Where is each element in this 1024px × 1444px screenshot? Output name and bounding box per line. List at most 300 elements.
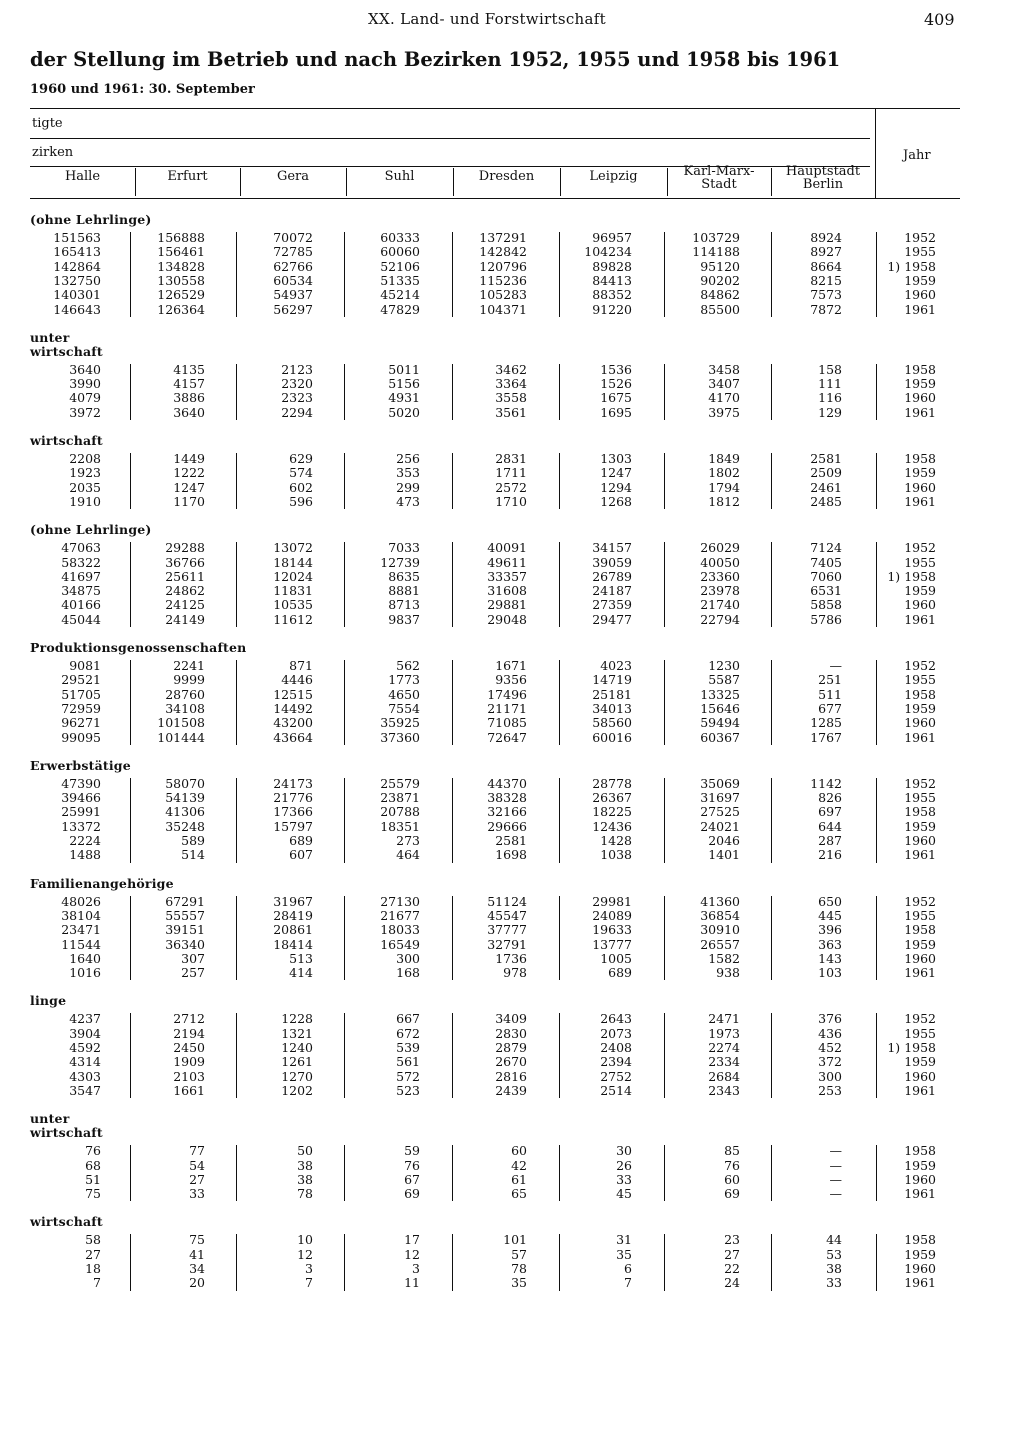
group-bar (876, 896, 877, 981)
table-cell: 2572 (495, 479, 527, 495)
table-cell: 89828 (592, 258, 632, 274)
table-cell: 34875 (61, 583, 101, 599)
table-cell: 78 (511, 1261, 527, 1276)
group-bar (452, 1013, 453, 1098)
table-cell: 978 (503, 965, 527, 981)
year-cell (880, 952, 936, 966)
year-cell (880, 702, 936, 716)
table-cell: 72647 (487, 729, 527, 745)
table-row (0, 659, 1024, 673)
table-cell: 61 (511, 1171, 527, 1187)
table-row (0, 274, 1024, 288)
group-bar (236, 364, 237, 420)
column-header: Dresden (478, 169, 535, 184)
group-bar (876, 660, 877, 745)
table-cell: 67291 (165, 893, 205, 909)
table-cell: 37777 (487, 922, 527, 938)
group-bar (664, 232, 665, 317)
group-bar (876, 1145, 877, 1201)
table-cell: 62766 (273, 258, 313, 274)
table-cell: 115236 (479, 272, 527, 288)
group-bar (559, 1234, 560, 1290)
year-cell (880, 1233, 936, 1247)
year-value: 1955 (904, 790, 936, 806)
table-cell: 29477 (592, 611, 632, 627)
table-cell: 2581 (810, 451, 842, 466)
table-cell: 1228 (281, 1011, 313, 1027)
year-cell (880, 716, 936, 730)
table-cell: 29881 (487, 597, 527, 613)
table-row (0, 495, 1024, 509)
year-value: 1959 (904, 272, 936, 288)
table-cell: 464 (396, 847, 420, 863)
table-cell: 1736 (495, 950, 527, 966)
table-cell: 24862 (165, 583, 205, 599)
table-cell: 300 (396, 950, 420, 966)
table-cell: 29048 (487, 611, 527, 627)
table-cell: 51705 (61, 686, 101, 702)
table-cell: 156461 (157, 244, 205, 260)
section-label-line: Produktionsgenossenschaften (30, 640, 247, 655)
year-cell (880, 1276, 936, 1290)
table-cell: 41 (189, 1246, 205, 1262)
table-cell: 3975 (708, 404, 740, 420)
table-cell: 3561 (495, 404, 527, 420)
table-cell: 38104 (61, 907, 101, 923)
table-cell: 672 (396, 1025, 420, 1041)
table-cell: 1794 (708, 479, 740, 495)
year-cell (880, 1144, 936, 1158)
column-header: Karl-Marx- Stadt (683, 164, 755, 192)
table-row (0, 481, 1024, 495)
table-cell: 1812 (708, 493, 740, 509)
table-cell: 667 (396, 1011, 420, 1027)
table-cell: 59494 (700, 715, 740, 731)
section-label (30, 523, 152, 537)
table-cell: 25611 (165, 568, 205, 584)
table-cell: 23978 (700, 583, 740, 599)
year-cell (880, 834, 936, 848)
table-cell: 41360 (700, 893, 740, 909)
group-bar (236, 1013, 237, 1098)
header-rule-1 (30, 138, 870, 139)
table-cell: 2394 (600, 1054, 632, 1070)
table-cell: 2046 (708, 833, 740, 848)
table-cell: 54937 (273, 287, 313, 303)
table-cell: 31967 (273, 893, 313, 909)
section-label-line: (ohne Lehrlinge) (30, 522, 152, 538)
table-cell: 36854 (700, 907, 740, 923)
table-row (0, 406, 1024, 420)
table-cell: 3 (412, 1261, 420, 1276)
year-value: 1958 (904, 804, 936, 820)
header-rule-top (30, 108, 960, 109)
table-cell: 24089 (592, 907, 632, 923)
table-cell: 1270 (281, 1068, 313, 1084)
year-cell (880, 391, 936, 405)
table-cell: 2274 (708, 1040, 740, 1055)
table-cell: 26557 (700, 936, 740, 952)
table-cell: 353 (396, 465, 420, 481)
table-cell: 2752 (600, 1068, 632, 1084)
table-cell: 29666 (487, 818, 527, 834)
table-cell: 104234 (584, 244, 632, 260)
table-row (0, 923, 1024, 937)
table-cell: 1449 (173, 451, 205, 466)
table-cell: 4446 (281, 672, 313, 688)
header-row-2: zirken (32, 145, 74, 160)
section-label-line: Familienangehörige (30, 875, 174, 891)
table-cell: 5858 (810, 597, 842, 613)
group-bar (236, 1234, 237, 1290)
table-cell: 55557 (165, 907, 205, 923)
table-cell: 1261 (281, 1054, 313, 1070)
group-bar (452, 453, 453, 509)
group-bar (771, 1234, 772, 1290)
section-label (30, 877, 174, 891)
page-number: 409 (924, 10, 955, 29)
table-cell: 12 (404, 1246, 420, 1262)
table-cell: 3547 (69, 1082, 101, 1098)
table-cell: 4650 (388, 686, 420, 702)
table-cell: 2712 (173, 1011, 205, 1027)
section-label-line: wirtschaft (30, 1125, 103, 1141)
table-cell: 574 (289, 465, 313, 481)
table-cell: 34013 (592, 700, 632, 716)
table-cell: 3407 (708, 376, 740, 392)
table-cell: 130558 (157, 272, 205, 288)
year-cell (880, 1262, 936, 1276)
table-cell: 7872 (810, 301, 842, 317)
table-cell: 363 (818, 936, 842, 952)
table-cell: 602 (289, 479, 313, 495)
year-value: 1952 (904, 775, 936, 791)
year-cell (880, 406, 936, 420)
table-cell: 51124 (487, 893, 527, 909)
table-cell: 40091 (487, 540, 527, 556)
table-cell: 1170 (173, 493, 205, 509)
table-cell: 54 (189, 1157, 205, 1173)
group-bar (130, 542, 131, 627)
table-row (0, 1012, 1024, 1026)
table-cell: 826 (818, 790, 842, 806)
table-cell: 1671 (495, 658, 527, 673)
table-cell: 75 (189, 1232, 205, 1248)
year-cell (880, 1173, 936, 1187)
year-cell (880, 481, 936, 495)
table-cell: 101 (503, 1232, 527, 1248)
table-cell: 18144 (273, 554, 313, 570)
year-cell (880, 805, 936, 819)
group-bar (344, 778, 345, 863)
table-cell: 677 (818, 700, 842, 716)
table-cell: 4079 (69, 390, 101, 406)
table-cell: 18 (85, 1261, 101, 1276)
year-value: 1958 (904, 1143, 936, 1159)
table-cell: 69 (724, 1186, 740, 1202)
year-value: 1955 (904, 554, 936, 570)
table-cell: 1005 (600, 950, 632, 966)
table-cell: 697 (818, 804, 842, 820)
table-cell: 511 (818, 686, 842, 702)
group-bar (236, 542, 237, 627)
table-cell: 1016 (69, 965, 101, 981)
table-cell: 96271 (61, 715, 101, 731)
table-row (0, 805, 1024, 819)
table-cell: 257 (181, 965, 205, 981)
table-cell: 13777 (592, 936, 632, 952)
group-bar (452, 364, 453, 420)
table-cell: 561 (396, 1054, 420, 1070)
table-cell: 45214 (380, 287, 420, 303)
group-bar (559, 364, 560, 420)
year-cell (880, 1159, 936, 1173)
column-header: Gera (276, 169, 310, 184)
footnote-marker: 1) (887, 258, 901, 274)
table-cell: 56297 (273, 301, 313, 317)
table-row (0, 952, 1024, 966)
table-cell: 99095 (61, 729, 101, 745)
year-cell (880, 495, 936, 509)
group-bar (130, 660, 131, 745)
group-bar (876, 453, 877, 509)
column-header: Hauptstadt Berlin (785, 164, 861, 192)
table-cell: 84413 (592, 272, 632, 288)
table-cell: 47063 (61, 540, 101, 556)
table-cell: 1773 (388, 672, 420, 688)
table-cell: 4135 (173, 361, 205, 377)
table-cell: 68 (85, 1157, 101, 1173)
table-cell: 114188 (692, 244, 740, 260)
year-value: 1959 (904, 376, 936, 392)
table-row (0, 1159, 1024, 1173)
table-cell: 60016 (592, 729, 632, 745)
group-bar (876, 1013, 877, 1098)
table-cell: 4023 (600, 658, 632, 673)
section-label-line: wirtschaft (30, 1214, 103, 1230)
group-bar (344, 1013, 345, 1098)
table-cell: 5156 (388, 376, 420, 392)
table-cell: 7060 (810, 568, 842, 584)
table-cell: 7 (305, 1275, 313, 1291)
year-value: 1960 (904, 597, 936, 613)
year-cell (880, 688, 936, 702)
table-row (0, 1262, 1024, 1276)
table-cell: 3904 (69, 1025, 101, 1041)
table-cell: 49611 (487, 554, 527, 570)
table-cell: 23 (724, 1232, 740, 1248)
table-cell: 158 (818, 361, 842, 377)
table-cell: 1294 (600, 479, 632, 495)
year-cell (880, 848, 936, 862)
table-cell: 156888 (157, 230, 205, 245)
year-value: 1958 (904, 451, 936, 466)
table-cell: 33 (616, 1171, 632, 1187)
table-cell: 2123 (281, 361, 313, 377)
table-cell: 2514 (600, 1082, 632, 1098)
group-bar (664, 660, 665, 745)
table-cell: 168 (396, 965, 420, 981)
table-cell: 6531 (810, 583, 842, 599)
table-cell: 11 (404, 1275, 420, 1291)
table-cell: 35069 (700, 775, 740, 791)
group-bar (236, 453, 237, 509)
table-cell: 3 (305, 1261, 313, 1276)
table-cell: 36340 (165, 936, 205, 952)
year-value: 1955 (904, 907, 936, 923)
table-cell: 67 (404, 1171, 420, 1187)
table-cell: 473 (396, 493, 420, 509)
table-cell: 60 (724, 1171, 740, 1187)
table-cell: 77 (189, 1143, 205, 1159)
table-cell: 38328 (487, 790, 527, 806)
section-label-line: linge (30, 993, 67, 1009)
table-cell: 414 (289, 965, 313, 981)
group-bar (452, 660, 453, 745)
year-cell (880, 598, 936, 612)
table-row (0, 791, 1024, 805)
table-cell: 70072 (273, 230, 313, 245)
group-bar (771, 1145, 772, 1201)
table-row (0, 231, 1024, 245)
table-cell: 5011 (388, 361, 420, 377)
table-cell: 7033 (388, 540, 420, 556)
table-row (0, 848, 1024, 862)
table-cell: 27525 (700, 804, 740, 820)
table-cell: 26367 (592, 790, 632, 806)
table-cell: 38 (297, 1171, 313, 1187)
group-bar (876, 542, 877, 627)
table-cell: 8664 (810, 258, 842, 274)
table-cell: 126529 (157, 287, 205, 303)
table-cell: 20861 (273, 922, 313, 938)
year-value: 1960 (904, 287, 936, 303)
year-value: 1960 (904, 1261, 936, 1276)
table-cell: 1536 (600, 361, 632, 377)
group-bar (771, 778, 772, 863)
year-cell (880, 613, 936, 627)
table-cell: 12024 (273, 568, 313, 584)
table-row (0, 1233, 1024, 1247)
table-cell: 1321 (281, 1025, 313, 1041)
table-cell: 35248 (165, 818, 205, 834)
year-cell (880, 570, 936, 584)
year-value: 1960 (904, 833, 936, 848)
table-cell: 372 (818, 1054, 842, 1070)
table-cell: 24 (724, 1275, 740, 1291)
section-label-line: wirtschaft (30, 433, 103, 448)
table-cell: 562 (396, 658, 420, 673)
table-cell: 2509 (810, 465, 842, 481)
table-cell: 30910 (700, 922, 740, 938)
table-cell: 65 (511, 1186, 527, 1202)
year-cell (880, 1248, 936, 1262)
table-cell: 12 (297, 1246, 313, 1262)
year-cell (880, 731, 936, 745)
table-cell: 24173 (273, 775, 313, 791)
year-cell (880, 1027, 936, 1041)
group-bar (664, 778, 665, 863)
table-cell: 7124 (810, 540, 842, 556)
table-cell: 253 (818, 1082, 842, 1098)
table-row (0, 716, 1024, 730)
year-value: 1960 (904, 715, 936, 731)
table-cell: 51 (85, 1171, 101, 1187)
table-row (0, 303, 1024, 317)
table-cell: 2670 (495, 1054, 527, 1070)
table-cell: 1849 (708, 451, 740, 466)
table-cell: 3640 (173, 404, 205, 420)
table-cell: 2471 (708, 1011, 740, 1027)
year-cell (880, 820, 936, 834)
table-cell: 629 (289, 451, 313, 466)
table-cell: 60 (511, 1143, 527, 1159)
table-cell: 142864 (53, 258, 101, 274)
table-cell: — (829, 1171, 842, 1187)
table-cell: 273 (396, 833, 420, 848)
table-cell: 25579 (380, 775, 420, 791)
table-cell: 24125 (165, 597, 205, 613)
table-cell: 1802 (708, 465, 740, 481)
table-cell: 33 (189, 1186, 205, 1202)
year-value: 1959 (904, 1157, 936, 1173)
table-cell: 84862 (700, 287, 740, 303)
table-cell: 29981 (592, 893, 632, 909)
table-cell: 514 (181, 847, 205, 863)
table-cell: 21171 (487, 700, 527, 716)
table-row (0, 466, 1024, 480)
table-cell: 4170 (708, 390, 740, 406)
year-cell (880, 363, 936, 377)
group-bar (130, 1013, 131, 1098)
table-cell: 2320 (281, 376, 313, 392)
group-bar (664, 896, 665, 981)
table-cell: 134828 (157, 258, 205, 274)
table-row (0, 1055, 1024, 1069)
table-cell: 2830 (495, 1025, 527, 1041)
table-cell: 58070 (165, 775, 205, 791)
group-bar (664, 542, 665, 627)
table-cell: 76 (404, 1157, 420, 1173)
table-cell: 1675 (600, 390, 632, 406)
table-cell: 9999 (173, 672, 205, 688)
table-cell: 1247 (600, 465, 632, 481)
year-value: 1960 (904, 479, 936, 495)
table-cell: 2643 (600, 1011, 632, 1027)
table-cell: 1661 (173, 1082, 205, 1098)
table-cell: 689 (608, 965, 632, 981)
group-bar (236, 778, 237, 863)
year-cell (880, 274, 936, 288)
year-value: 1961 (904, 847, 936, 863)
year-cell (880, 1055, 936, 1069)
table-cell: 60367 (700, 729, 740, 745)
table-cell: 1711 (495, 465, 527, 481)
table-cell: 43200 (273, 715, 313, 731)
table-cell: 589 (181, 833, 205, 848)
year-cell (880, 673, 936, 687)
table-cell: 307 (181, 950, 205, 966)
table-cell: 31697 (700, 790, 740, 806)
table-cell: 607 (289, 847, 313, 863)
year-cell (880, 938, 936, 952)
table-cell: 7 (93, 1275, 101, 1291)
table-cell: 8215 (810, 272, 842, 288)
table-cell: 513 (289, 950, 313, 966)
table-row (0, 541, 1024, 555)
table-cell: 15646 (700, 700, 740, 716)
year-value: 1958 (904, 922, 936, 938)
